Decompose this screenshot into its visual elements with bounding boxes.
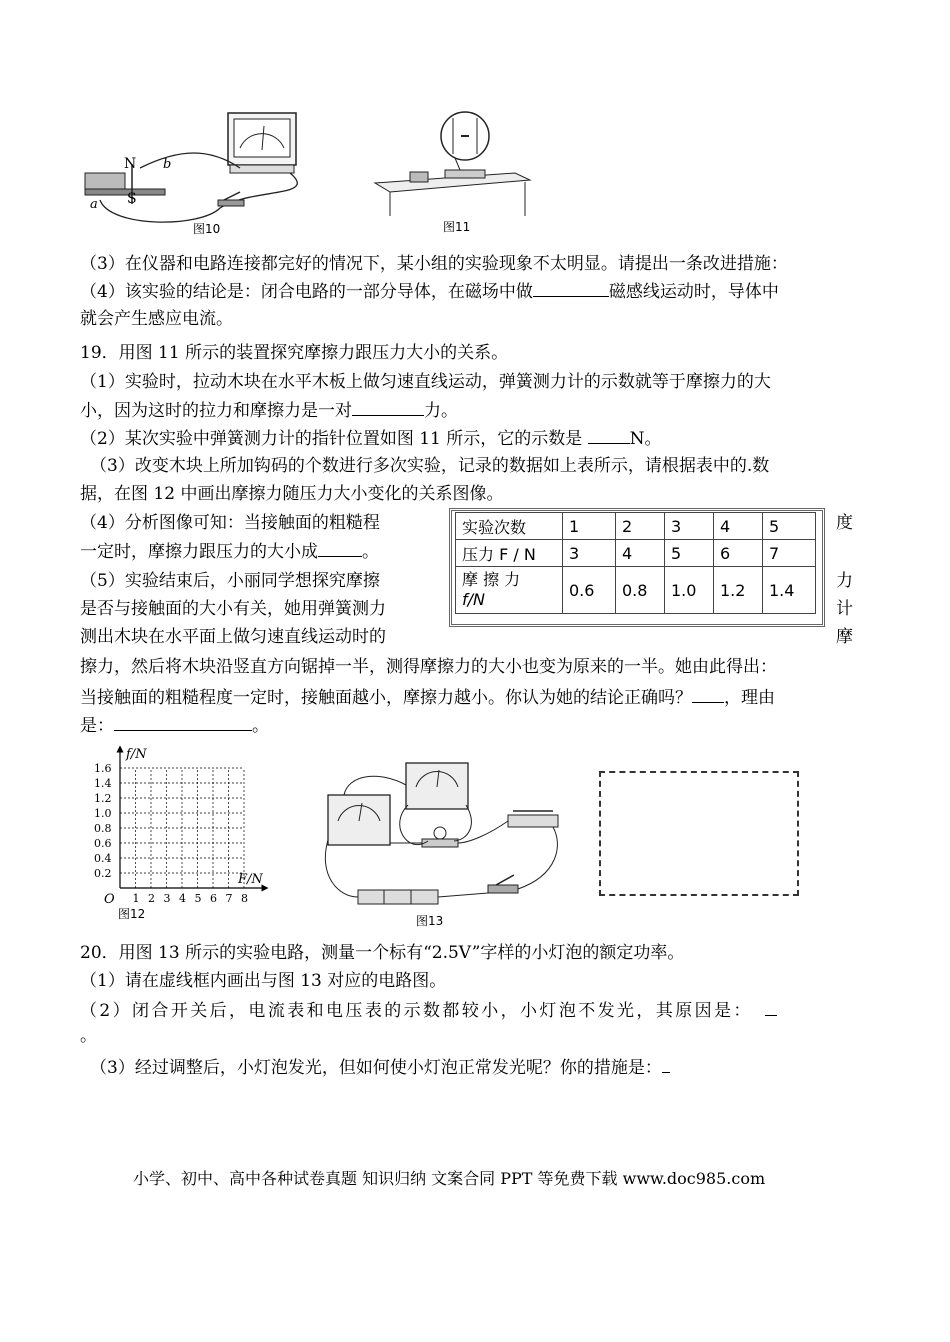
graph-x-label: F/N (238, 872, 263, 887)
q19-side-3: 计 (836, 599, 853, 619)
q19-reading-blank[interactable] (588, 427, 630, 444)
q19-part4-cont (80, 540, 379, 563)
fig10-a-label: a (90, 197, 98, 212)
figure-11-friction-apparatus (365, 108, 540, 218)
table-head-b: f/N (462, 590, 485, 609)
q19-proportion-blank[interactable] (318, 540, 362, 557)
q20-part3 (90, 1056, 670, 1079)
q20-part3-text: （3）经过调整后，小灯泡发光，但如何使小灯泡正常发光呢？你的措施是： (90, 1058, 662, 1078)
table-cell: 6 (714, 540, 763, 567)
table-cell: 0.6 (563, 567, 616, 614)
fig10-s-label: S (127, 191, 137, 207)
q19-force-pair-blank[interactable] (352, 399, 424, 416)
table-row (456, 513, 816, 540)
q19-side-1: 度 (836, 513, 853, 533)
figure-11-caption: 图11 (443, 220, 471, 234)
table-cell: 1 (563, 513, 616, 540)
graph-y-tick: 1.2 (94, 792, 112, 805)
circuit-diagram-answer-box[interactable] (599, 771, 799, 896)
q19-side-2: 力 (836, 571, 853, 591)
table-row (456, 567, 816, 614)
table-cell: 1.4 (763, 567, 816, 614)
graph-y-tick: 0.6 (94, 837, 112, 850)
graph-x-tick: 4 (179, 892, 186, 905)
q18-part4-text-b: 磁感线运动时，导体中 (608, 282, 779, 302)
q19-part3-cont: 据，在图 12 中画出摩擦力随压力大小变化的关系图像。 (80, 484, 504, 504)
graph-x-tick: 5 (194, 892, 202, 905)
q19-part4-text-b: 一定时，摩擦力跟压力的大小成 (80, 542, 318, 562)
fig10-b-label: b (163, 157, 172, 172)
graph-origin: O (104, 892, 115, 907)
graph-y-tick: 1.4 (94, 777, 112, 790)
q20-part2-text: （2）闭合开关后，电流表和电压表的示数都较小，小灯泡不发光，其原因是： (80, 1001, 753, 1021)
q19-part4-text-c: 。 (362, 542, 379, 562)
q19-part5-e (80, 686, 775, 709)
q19-part5-text-h: 。 (252, 716, 269, 736)
q20-part1: （1）请在虚线框内画出与图 13 对应的电路图。 (80, 971, 447, 991)
q20-cause-blank[interactable] (765, 999, 777, 1016)
table-cell: 3 (665, 513, 714, 540)
figure-12-graph-grid (90, 745, 270, 923)
graph-x-tick: 8 (241, 892, 248, 905)
q20-part2 (80, 999, 777, 1022)
table-cell: 5 (665, 540, 714, 567)
graph-y-tick: 1.6 (94, 762, 112, 775)
table-row (456, 540, 816, 567)
table-cell: 5 (763, 513, 816, 540)
q19-side-4: 摩 (836, 627, 853, 647)
figure-10-electromagnetic-induction (80, 108, 320, 236)
table-head-a: 摩 擦 力 (462, 570, 521, 589)
friction-data-table (455, 512, 816, 614)
graph-y-tick: 0.8 (94, 822, 112, 835)
q20-title: 20．用图 13 所示的实验电路，测量一个标有“2.5V”字样的小灯泡的额定功率。 (80, 943, 685, 963)
q19-part4: （4）分析图像可知：当接触面的粗糙程 (80, 513, 380, 533)
q19-part2-text-b: N。 (629, 429, 662, 449)
q18-part4 (80, 280, 779, 303)
fig10-n-label: N (124, 156, 137, 172)
table-cell: 1.2 (714, 567, 763, 614)
graph-x-tick: 1 (132, 892, 140, 905)
q19-part5-text-e: 当接触面的粗糙程度一定时，接触面越小，摩擦力越小。你认为她的结论正确吗？ (80, 688, 692, 708)
figure-10-caption: 图10 (193, 222, 221, 236)
q19-part5-b: 是否与接触面的大小有关，她用弹簧测力 (80, 599, 386, 619)
q19-part5-text-g: 是： (80, 716, 114, 736)
graph-y-tick: 1.0 (94, 807, 112, 820)
table-cell: 4 (616, 540, 665, 567)
table-cell: 1.0 (665, 567, 714, 614)
q19-part1-text-b: 小，因为这时的拉力和摩擦力是一对 (80, 401, 352, 421)
graph-x-tick: 2 (148, 892, 155, 905)
graph-x-tick: 6 (210, 892, 217, 905)
graph-y-label: f/N (126, 747, 147, 762)
figure-13-caption: 图13 (416, 914, 444, 928)
figure-13-circuit (318, 755, 568, 920)
table-cell: 0.8 (616, 567, 665, 614)
q19-part2 (80, 427, 662, 450)
graph-y-tick: 0.2 (94, 867, 112, 880)
graph-y-tick: 0.4 (94, 852, 112, 865)
q19-part2-text-a: （2）某次实验中弹簧测力计的指针位置如图 11 所示，它的示数是 (80, 429, 583, 449)
table-head: 实验次数 (456, 513, 563, 540)
q19-reason-blank[interactable] (114, 714, 252, 731)
q19-part5-d: 擦力，然后将木块沿竖直方向锯掉一半，测得摩擦力的大小也变为原来的一半。她由此得出： (80, 657, 777, 677)
q18-answer-blank[interactable] (533, 280, 609, 297)
table-cell: 2 (616, 513, 665, 540)
graph-x-tick: 7 (225, 892, 233, 905)
q18-part3: （3）在仪器和电路连接都完好的情况下，某小组的实验现象不太明显。请提出一条改进措施： (80, 254, 788, 274)
page-footer: 小学、初中、高中各种试卷真题 知识归纳 文案合同 PPT 等免费下载 www.doc985.com (133, 1169, 766, 1188)
q19-part5-c: 测出木块在水平面上做匀速直线运动时的 (80, 627, 386, 647)
q19-part5: （5）实验结束后，小丽同学想探究摩擦 (80, 571, 380, 591)
table-cell: 3 (563, 540, 616, 567)
graph-x-tick: 3 (163, 892, 171, 905)
q19-part5-g (80, 714, 269, 737)
q19-part3: （3）改变木块上所加钩码的个数进行多次实验，记录的数据如上表所示，请根据表中的.数 (90, 456, 770, 476)
q19-part1-cont (80, 399, 458, 422)
q18-part4-cont: 就会产生感应电流。 (80, 309, 233, 329)
figure-12-caption: 图12 (118, 907, 146, 921)
q19-part5-text-f: ，理由 (724, 688, 775, 708)
table-head (456, 567, 563, 614)
q19-title: 19．用图 11 所示的装置探究摩擦力跟压力大小的关系。 (80, 343, 509, 363)
q18-part4-text-a: （4）该实验的结论是：闭合电路的一部分导体，在磁场中做 (80, 282, 533, 302)
table-cell: 7 (763, 540, 816, 567)
q19-correct-blank[interactable] (692, 686, 724, 703)
q19-part1-text-c: 力。 (424, 401, 458, 421)
table-cell: 4 (714, 513, 763, 540)
q20-part2-end: 。 (80, 1026, 97, 1046)
q19-part1: （1）实验时，拉动木块在水平木板上做匀速直线运动，弹簧测力计的示数就等于摩擦力的大 (80, 372, 771, 392)
q20-measure-blank[interactable] (662, 1056, 670, 1073)
table-head: 压力 F / N (456, 540, 563, 567)
